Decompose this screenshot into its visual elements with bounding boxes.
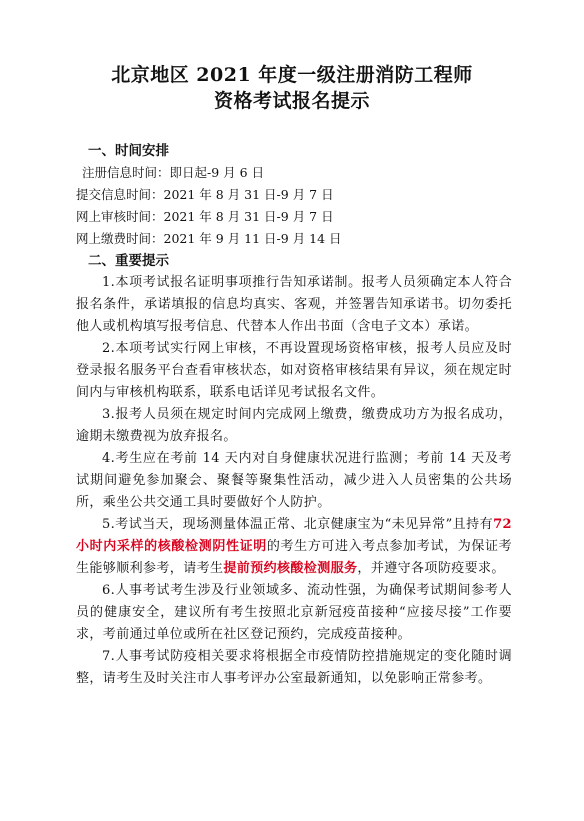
highlight-negative-test: 72 小时内采样的核酸检测阴性证明 (76, 517, 512, 554)
schedule-label: 提交信息时间： (76, 187, 164, 202)
schedule-label: 网上审核时间： (76, 209, 164, 224)
notice-paragraph-1: 1.本项考试报名证明事项推行告知承诺制。报考人员须确定本人符合报名条件，承诺填报的信息均真实、客观，并签署告知承诺书。切勿委托他人或机构填写报考信息、代替本人作出书面（含电子文本）承诺。 (76, 275, 512, 334)
notice-paragraph-6: 6.人事考试考生涉及行业领域多、流动性强，为确保考试期间参考人员的健康安全，建议所有考生按照北京新冠疫苗接种“应接尽接”工作要求，考前通过单位或所在社区登记预约，完成疫苗接种。 (76, 583, 512, 642)
notice-text: ，并遵守各项防疫要求。 (357, 561, 505, 576)
schedule-row (76, 228, 512, 250)
notice-text: 的考生方可进入考点参加考试，为保证考生能够顺利参考，请考生 (76, 539, 513, 576)
notice-paragraph-2: 2.本项考试实行网上审核，不再设置现场资格审核，报考人员应及时登录报名服务平台查看审核状态，如对资格审核结果有异议，须在规定时间内与审核机构联系，联系电话详见考试报名文件。 (76, 341, 512, 400)
section-heading-schedule: 一、时间安排 (88, 143, 169, 159)
notice-paragraph-3: 3.报考人员须在规定时间内完成网上缴费，缴费成功方为报名成功，逾期未缴费视为放弃报名。 (76, 407, 512, 444)
notice-text: 5.考试当天，现场测量体温正常、北京健康宝为“未见异常”且持有 (102, 517, 494, 532)
schedule-value: 即日起-9 月 6 日 (169, 165, 265, 180)
document-title (0, 62, 584, 114)
notice-paragraph-5 (76, 514, 512, 580)
title-line-2: 资格考试报名提示 (213, 90, 370, 112)
document-body (76, 140, 512, 690)
section-heading-notices: 二、重要提示 (88, 253, 169, 269)
title-line-1: 北京地区 2021 年度一级注册消防工程师 (111, 64, 473, 86)
schedule-value: 2021 年 8 月 31 日-9 月 7 日 (163, 187, 334, 202)
schedule-label: 网上缴费时间： (76, 231, 164, 246)
schedule-label: 注册信息时间： (82, 165, 170, 180)
notice-paragraph-4: 4.考生应在考前 14 天内对自身健康状况进行监测；考前 14 天及考试期间避免参加聚会、聚餐等聚集性活动，减少进入人员密集的公共场所，乘坐公共交通工具时要做好个人防护。 (76, 451, 512, 510)
highlight-book-test: 提前预约核酸检测服务 (223, 561, 358, 576)
schedule-value: 2021 年 9 月 11 日-9 月 14 日 (163, 231, 342, 246)
schedule-row (76, 184, 512, 206)
schedule-row (76, 206, 512, 228)
notice-paragraph-7: 7.人事考试防疫相关要求将根据全市疫情防控措施规定的变化随时调整，请考生及时关注市人事考评办公室最新通知，以免影响正常参考。 (76, 649, 512, 686)
schedule-row (76, 162, 512, 184)
schedule-value: 2021 年 8 月 31 日-9 月 7 日 (163, 209, 334, 224)
